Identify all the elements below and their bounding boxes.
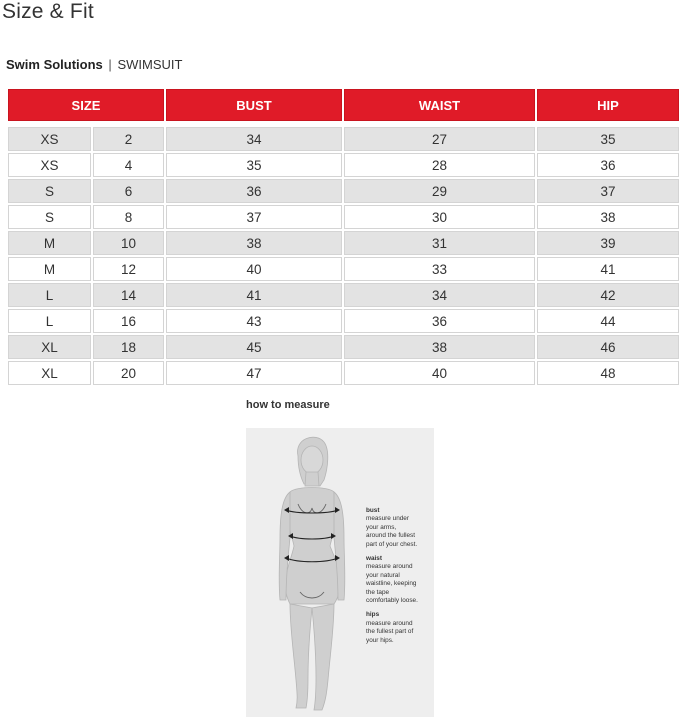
size-letter-cell: XL [8, 361, 91, 385]
table-row [8, 309, 679, 333]
size-number-cell: 14 [93, 283, 164, 307]
note-hips: hips measure around the fullest part of your hips. [366, 611, 414, 644]
hip-cell: 38 [537, 205, 679, 229]
size-letter-cell: XS [8, 127, 91, 151]
size-number-cell: 4 [93, 153, 164, 177]
size-number-cell: 16 [93, 309, 164, 333]
measurement-notes [366, 507, 436, 651]
table-row [8, 335, 679, 359]
table-row [8, 231, 679, 255]
product-category: SWIMSUIT [117, 57, 183, 72]
hip-cell: 39 [537, 231, 679, 255]
header-hip: HIP [537, 89, 679, 121]
hip-cell: 35 [537, 127, 679, 151]
hip-cell: 41 [537, 257, 679, 281]
size-letter-cell: S [8, 205, 91, 229]
size-letter-cell: XS [8, 153, 91, 177]
size-letter-cell: XL [8, 335, 91, 359]
size-number-cell: 12 [93, 257, 164, 281]
size-letter-cell: S [8, 179, 91, 203]
hip-cell: 42 [537, 283, 679, 307]
table-row [8, 205, 679, 229]
waist-cell: 34 [344, 283, 535, 307]
size-letter-cell: M [8, 257, 91, 281]
brand-separator: | [108, 57, 112, 72]
table-row [8, 127, 679, 151]
size-number-cell: 2 [93, 127, 164, 151]
size-number-cell: 10 [93, 231, 164, 255]
hip-cell: 44 [537, 309, 679, 333]
table-row [8, 153, 679, 177]
table-row [8, 283, 679, 307]
waist-cell: 28 [344, 153, 535, 177]
hip-cell: 46 [537, 335, 679, 359]
note-waist: waist measure around your natural waistline, keeping the tape comfortably loose. [366, 555, 418, 605]
bust-cell: 36 [166, 179, 342, 203]
size-number-cell: 20 [93, 361, 164, 385]
size-number-cell: 18 [93, 335, 164, 359]
size-number-cell: 6 [93, 179, 164, 203]
bust-cell: 47 [166, 361, 342, 385]
waist-cell: 38 [344, 335, 535, 359]
bust-cell: 41 [166, 283, 342, 307]
header-waist: WAIST [344, 89, 535, 121]
how-to-measure-title: how to measure [246, 399, 330, 411]
table-row [8, 179, 679, 203]
size-letter-cell: M [8, 231, 91, 255]
hip-cell: 37 [537, 179, 679, 203]
bust-cell: 35 [166, 153, 342, 177]
bust-cell: 45 [166, 335, 342, 359]
waist-cell: 31 [344, 231, 535, 255]
header-bust: BUST [166, 89, 342, 121]
table-row [8, 361, 679, 385]
size-number-cell: 8 [93, 205, 164, 229]
waist-cell: 33 [344, 257, 535, 281]
table-row [8, 257, 679, 281]
bust-cell: 34 [166, 127, 342, 151]
hip-cell: 48 [537, 361, 679, 385]
hip-cell: 36 [537, 153, 679, 177]
waist-cell: 29 [344, 179, 535, 203]
brand-line [6, 57, 182, 72]
brand-name: Swim Solutions [6, 57, 103, 72]
note-bust: bust measure under your arms, around the fullest part of your chest. [366, 507, 418, 548]
bust-cell: 43 [166, 309, 342, 333]
waist-cell: 40 [344, 361, 535, 385]
header-size: SIZE [8, 89, 164, 121]
waist-cell: 27 [344, 127, 535, 151]
size-rows [8, 127, 679, 385]
bust-cell: 37 [166, 205, 342, 229]
bust-cell: 38 [166, 231, 342, 255]
waist-cell: 30 [344, 205, 535, 229]
bust-cell: 40 [166, 257, 342, 281]
size-letter-cell: L [8, 309, 91, 333]
page-title: Size & Fit [2, 0, 94, 23]
size-chart-table [6, 87, 679, 387]
waist-cell: 36 [344, 309, 535, 333]
size-letter-cell: L [8, 283, 91, 307]
